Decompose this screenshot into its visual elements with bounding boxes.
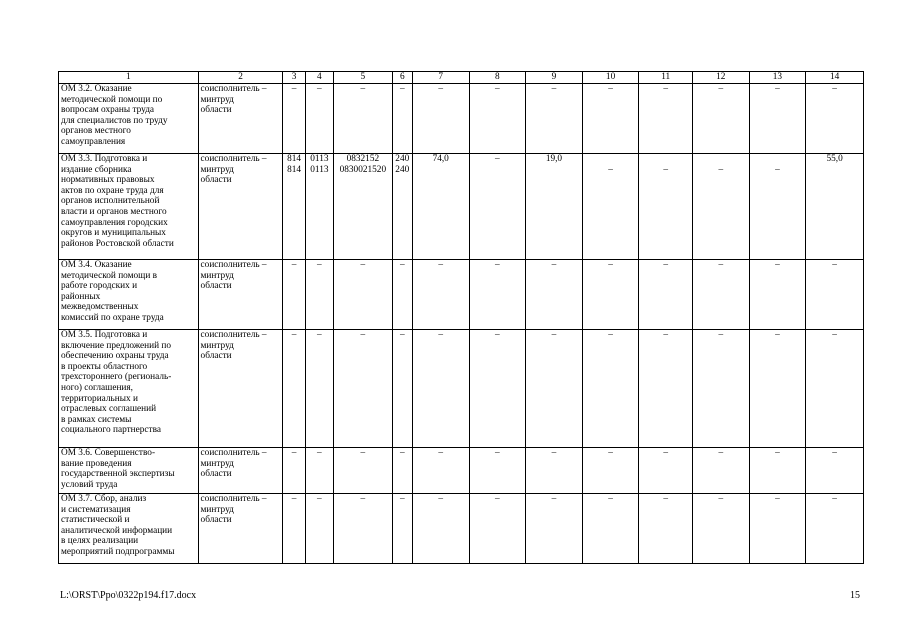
value-cell-col-9 [526,494,583,564]
value-text: – [399,260,405,270]
value-text: – [291,494,297,504]
value-cell-col-6 [392,154,412,260]
table-row [59,494,864,564]
responsible-line: минтруд [200,94,234,105]
value-cell-col-14 [806,448,864,494]
value-text: – [832,260,837,270]
responsible-cell [198,154,283,260]
value-cell-col-6 [392,494,412,564]
activity-name-line: и систематизация [61,504,131,515]
value-text: – [495,494,500,504]
value-cell-col-10 [582,494,639,564]
column-header-10: 10 [582,72,639,84]
responsible-cell [198,84,283,154]
value-text: – [551,84,557,94]
column-header-2: 2 [198,72,283,84]
responsible-cell [198,260,283,330]
value-text: 19,0 [545,154,563,164]
value-line: 814 [287,164,302,175]
value-cell-col-11 [639,154,693,260]
activity-name-line: ОМ 3.5. Подготовка и [61,330,148,340]
value-text: – [291,260,297,270]
activity-name-line: ОМ 3.6. Совершенство- [61,448,156,458]
responsible-line: области [200,105,232,116]
value-line: 240 [395,154,410,164]
value-cell-col-4 [305,154,333,260]
value-cell-col-3 [283,84,305,154]
value-cell-col-6 [392,448,412,494]
column-header-7: 7 [412,72,469,84]
column-header-14: 14 [806,72,864,84]
value-cell-col-4 [305,494,333,564]
value-cell-col-10 [582,330,639,448]
activity-name-line: в целях реализации [61,536,139,547]
activity-name-line: работе городских и [61,281,138,292]
activity-name-line: социального партнерства [61,425,162,436]
responsible-line: соисполнитель – [200,330,267,340]
value-text: – [663,330,669,340]
value-text: – [291,448,297,458]
value-cell-col-11 [639,448,693,494]
value-cell-col-4 [305,84,333,154]
activity-name-line: органов местного [61,126,131,137]
table-row [59,84,864,154]
value-cell-col-5 [334,494,393,564]
activity-name-line: актов по охране труда для [61,185,164,196]
value-text: – [399,330,405,340]
value-cell-col-10 [582,84,639,154]
value-text: – [495,448,500,458]
activity-name-line: комиссий по охране труда [61,312,164,323]
column-header-3: 3 [283,72,305,84]
value-text: 74,0 [432,154,449,164]
activity-name-line: в проекты областного [61,361,148,372]
value-cell-col-7 [412,154,469,260]
value-cell-col-14 [806,330,864,448]
responsible-line: минтруд [200,340,234,351]
value-cell-col-10 [582,448,639,494]
responsible-line: минтруд [200,458,234,469]
table-body [59,84,864,564]
activity-name-line: условий труда [61,479,118,490]
program-activities-table [58,71,864,564]
responsible-line: области [200,351,232,362]
responsible-line: соисполнитель – [200,260,267,270]
activity-name-line: самоуправления [61,136,126,147]
value-cell-col-5 [334,260,393,330]
value-cell-col-3 [283,154,305,260]
value-text: – [718,448,724,458]
activity-name-line: межведомственных [61,302,139,313]
value-text: – [608,330,613,340]
value-cell-col-5 [334,84,393,154]
value-text: – [360,448,366,458]
value-text: – [832,84,837,94]
value-line: 0830021520 [339,164,387,175]
value-cell-col-6 [392,260,412,330]
value-cell-col-7 [412,330,469,448]
responsible-line: соисполнитель – [200,154,267,164]
column-header-13: 13 [749,72,806,84]
value-cell-col-12 [692,84,749,154]
value-cell-col-11 [639,84,693,154]
activity-name-line: районных [61,291,101,302]
activity-name-line: нормативных правовых [61,175,155,186]
value-text: – [317,494,322,504]
responsible-line: области [200,515,232,526]
value-text: – [438,84,444,94]
activity-name-line: государственной экспертизы [61,469,175,480]
value-line: 814 [287,154,302,164]
activity-name-line: вопросам охраны труда [61,105,155,116]
responsible-line: минтруд [200,270,234,281]
value-text: – [495,330,500,340]
value-cell-col-13 [749,494,806,564]
value-cell-col-12 [692,154,749,260]
activity-name-cell [59,260,199,330]
value-cell-col-3 [283,330,305,448]
value-cell-col-6 [392,84,412,154]
responsible-line: минтруд [200,164,234,175]
column-header-12: 12 [692,72,749,84]
responsible-line: соисполнитель – [200,494,267,504]
table-row [59,448,864,494]
value-cell-col-3 [283,260,305,330]
activity-name-line: в рамках системы [61,414,132,425]
value-text: – [663,494,669,504]
value-cell-col-5 [334,154,393,260]
value-cell-col-13 [749,330,806,448]
value-text: – [663,165,669,175]
value-cell-col-7 [412,84,469,154]
value-text: – [663,448,669,458]
value-cell-col-11 [639,330,693,448]
value-cell-col-7 [412,494,469,564]
responsible-cell [198,448,283,494]
column-header-9: 9 [526,72,583,84]
activity-name-cell [59,84,199,154]
value-cell-col-12 [692,260,749,330]
value-cell-col-4 [305,448,333,494]
value-text: – [495,260,500,270]
value-cell-col-8 [469,84,526,154]
value-cell-col-9 [526,330,583,448]
value-text: – [551,494,557,504]
value-text: – [399,84,405,94]
value-text: – [317,448,322,458]
value-text: – [718,494,724,504]
value-text: – [832,330,837,340]
activity-name-cell [59,154,199,260]
activity-name-line: органов исполнительной [61,196,160,207]
value-cell-col-8 [469,154,526,260]
value-cell-col-7 [412,448,469,494]
activity-name-line: территориальных и [61,393,138,404]
activity-name-cell [59,330,199,448]
value-text: – [775,494,780,504]
value-cell-col-3 [283,448,305,494]
column-header-5: 5 [334,72,393,84]
value-cell-col-12 [692,330,749,448]
value-text: – [608,165,613,175]
value-text: – [718,84,724,94]
activity-name-line: власти и органов местного [61,206,167,217]
value-text: – [291,330,297,340]
value-cell-col-11 [639,494,693,564]
value-text: – [718,330,724,340]
value-cell-col-6 [392,330,412,448]
value-text: – [718,165,724,175]
responsible-line: области [200,469,232,480]
value-text: – [360,494,366,504]
value-text: – [438,260,444,270]
activity-name-cell [59,448,199,494]
value-text: – [775,165,780,175]
activity-name-line: издание сборника [61,164,132,175]
column-header-8: 8 [469,72,526,84]
value-text: – [438,448,444,458]
column-header-4: 4 [305,72,333,84]
activity-name-line: самоуправления городских [61,217,168,228]
value-cell-col-9 [526,84,583,154]
value-cell-col-10 [582,260,639,330]
value-cell-col-5 [334,448,393,494]
table-row [59,260,864,330]
responsible-line: области [200,175,232,186]
value-text: – [291,84,297,94]
activity-name-line: методической помощи по [61,94,163,105]
value-cell-col-9 [526,448,583,494]
value-text: – [608,260,613,270]
value-text: – [360,330,366,340]
activity-name-cell [59,494,199,564]
value-text: – [718,260,724,270]
value-text: 55,0 [826,154,843,164]
column-header-6: 6 [392,72,412,84]
value-text: – [399,448,405,458]
activity-name-line: ОМ 3.2. Оказание [61,84,132,94]
activity-name-line: вание проведения [61,458,132,469]
activity-name-line: статистической и [61,515,130,526]
value-cell-col-4 [305,260,333,330]
activity-name-line: отраслевых соглашений [61,404,157,415]
responsible-cell [198,494,283,564]
value-line: 0832152 [346,154,380,164]
value-cell-col-9 [526,260,583,330]
value-cell-col-8 [469,448,526,494]
table-row [59,154,864,260]
responsible-line: минтруд [200,504,234,515]
value-cell-col-14 [806,260,864,330]
value-text: – [775,448,780,458]
value-text: – [775,260,780,270]
activity-name-line: для специалистов по труду [61,115,168,126]
activity-name-line: ОМ 3.3. Подготовка и [61,154,148,164]
value-cell-col-14 [806,494,864,564]
value-text: – [832,448,837,458]
value-cell-col-13 [749,84,806,154]
activity-name-line: районов Ростовской области [61,238,174,249]
value-cell-col-5 [334,330,393,448]
value-text: – [551,448,557,458]
value-text: – [438,494,444,504]
value-text: – [317,330,322,340]
activity-name-line: включение предложений по [61,340,172,351]
column-header-11: 11 [639,72,693,84]
value-cell-col-8 [469,330,526,448]
header-row [59,72,864,84]
responsible-line: соисполнитель – [200,448,267,458]
value-text: – [495,154,500,164]
footer-file-path: L:\ORST\Ppo\0322p194.f17.docx [60,590,197,601]
value-text: – [399,494,405,504]
value-cell-col-8 [469,494,526,564]
value-cell-col-13 [749,154,806,260]
value-text: – [438,330,444,340]
value-text: – [608,84,613,94]
value-cell-col-14 [806,84,864,154]
activity-name-line: трехстороннего (региональ- [61,372,172,383]
value-cell-col-9 [526,154,583,260]
value-cell-col-14 [806,154,864,260]
value-text: – [360,260,366,270]
activity-name-line: обеспечению охраны труда [61,351,169,362]
activity-name-line: аналитической информации [61,525,173,536]
value-text: – [317,84,322,94]
value-cell-col-4 [305,330,333,448]
value-line: 0113 [310,164,329,175]
value-line: 0113 [310,154,329,164]
activity-name-line: мероприятий подпрограммы [61,546,175,557]
value-text: – [775,330,780,340]
responsible-line: области [200,281,232,292]
value-text: – [832,494,837,504]
value-cell-col-7 [412,260,469,330]
activity-name-line: ного) соглашения, [61,382,133,393]
activity-name-line: методической помощи в [61,270,158,281]
value-text: – [775,84,780,94]
value-cell-col-13 [749,260,806,330]
value-text: – [663,260,669,270]
value-cell-col-13 [749,448,806,494]
value-text: – [608,494,613,504]
responsible-cell [198,330,283,448]
value-line: 240 [395,164,410,175]
activity-name-line: ОМ 3.7. Сбор, анализ [61,494,147,504]
activity-name-line: ОМ 3.4. Оказание [61,260,132,270]
value-cell-col-10 [582,154,639,260]
value-text: – [551,330,557,340]
column-header-1: 1 [59,72,199,84]
value-cell-col-12 [692,448,749,494]
table-row [59,330,864,448]
value-text: – [608,448,613,458]
footer-page-number: 15 [850,590,860,601]
activity-name-line: округов и муниципальных [61,228,166,239]
value-text: – [663,84,669,94]
value-text: – [360,84,366,94]
value-cell-col-3 [283,494,305,564]
value-text: – [317,260,322,270]
responsible-line: соисполнитель – [200,84,267,94]
value-text: – [495,84,500,94]
value-cell-col-12 [692,494,749,564]
value-cell-col-8 [469,260,526,330]
value-text: – [551,260,557,270]
value-cell-col-11 [639,260,693,330]
